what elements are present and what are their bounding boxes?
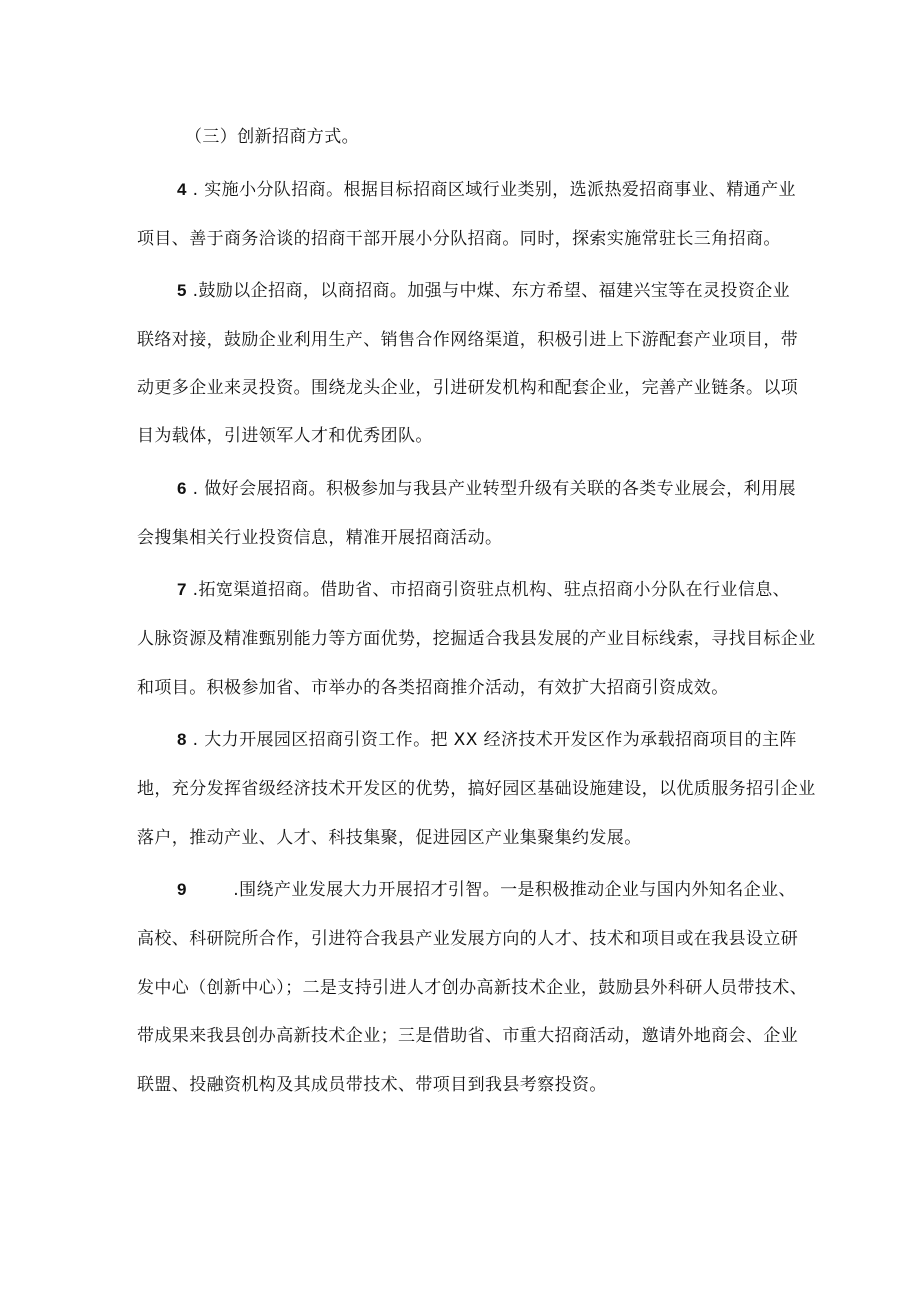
item-5-line-4: 目为载体，引进领军人才和优秀团队。: [137, 426, 433, 446]
item-number: 8: [177, 730, 187, 749]
item-9-line-2: 高校、科研院所合作，引进符合我县产业发展方向的人才、技术和项目或在我县设立研: [137, 929, 799, 949]
item-6-line-1: [177, 477, 796, 501]
item-8-line-1: [177, 728, 797, 752]
item-9-line-4: 带成果来我县创办高新技术企业；三是借助省、市重大招商活动，邀请外地商会、企业: [137, 1026, 799, 1046]
item-9-line-1: [177, 878, 796, 902]
paragraph-text: . 实施小分队招商。根据目标招商区域行业类别，选派热爱招商事业、精通产业: [186, 180, 796, 200]
item-4-line-1: [177, 178, 796, 202]
paragraph-text: . 做好会展招商。积极参加与我县产业转型升级有关联的各类专业展会，利用展: [186, 479, 796, 499]
item-5-line-1: [177, 279, 790, 303]
item-number: 4: [177, 180, 187, 199]
item-6-line-2: 会搜集相关行业投资信息，精准开展招商活动。: [137, 528, 503, 548]
paragraph-text: .鼓励以企招商，以商招商。加强与中煤、东方希望、福建兴宝等在灵投资企业: [186, 281, 791, 301]
section-heading: （三）创新招商方式。: [185, 127, 359, 147]
item-8-line-3: 落户，推动产业、人才、科技集聚，促进园区产业集聚集约发展。: [137, 828, 642, 848]
item-7-line-1: [177, 578, 790, 602]
item-9-line-3: 发中心（创新中心）；二是支持引进人才创办高新技术企业，鼓励县外科研人员带技术、: [137, 978, 808, 998]
item-number: 6: [177, 479, 187, 498]
item-7-line-3: 和项目。积极参加省、市举办的各类招商推介活动，有效扩大招商引资成效。: [137, 678, 729, 698]
item-9-line-5: 联盟、投融资机构及其成员带技术、带项目到我县考察投资。: [137, 1075, 607, 1095]
paragraph-text: .拓宽渠道招商。借助省、市招商引资驻点机构、驻点招商小分队在行业信息、: [186, 580, 791, 600]
item-5-line-3: 动更多企业来灵投资。围绕龙头企业，引进研发机构和配套企业，完善产业链条。以项: [137, 378, 799, 398]
paragraph-text: .围绕产业发展大力开展招才引智。一是积极推动企业与国内外知名企业、: [186, 880, 796, 900]
item-4-line-2: 项目、善于商务洽谈的招商干部开展小分队招商。同时，探索实施常驻长三角招商。: [137, 229, 781, 249]
item-5-line-2: 联络对接，鼓励企业利用生产、销售合作网络渠道，积极引进上下游配套产业项目，带: [137, 330, 799, 350]
item-number: 9: [177, 880, 187, 899]
item-number: 7: [177, 580, 187, 599]
item-number: 5: [177, 281, 187, 300]
item-8-line-2: 地，充分发挥省级经济技术开发区的优势，搞好园区基础设施建设，以优质服务招引企业: [137, 779, 816, 799]
paragraph-text: . 大力开展园区招商引资工作。把 XX 经济技术开发区作为承载招商项目的主阵: [186, 730, 797, 750]
item-7-line-2: 人脉资源及精准甄别能力等方面优势，挖掘适合我县发展的产业目标线索，寻找目标企业: [137, 629, 816, 649]
